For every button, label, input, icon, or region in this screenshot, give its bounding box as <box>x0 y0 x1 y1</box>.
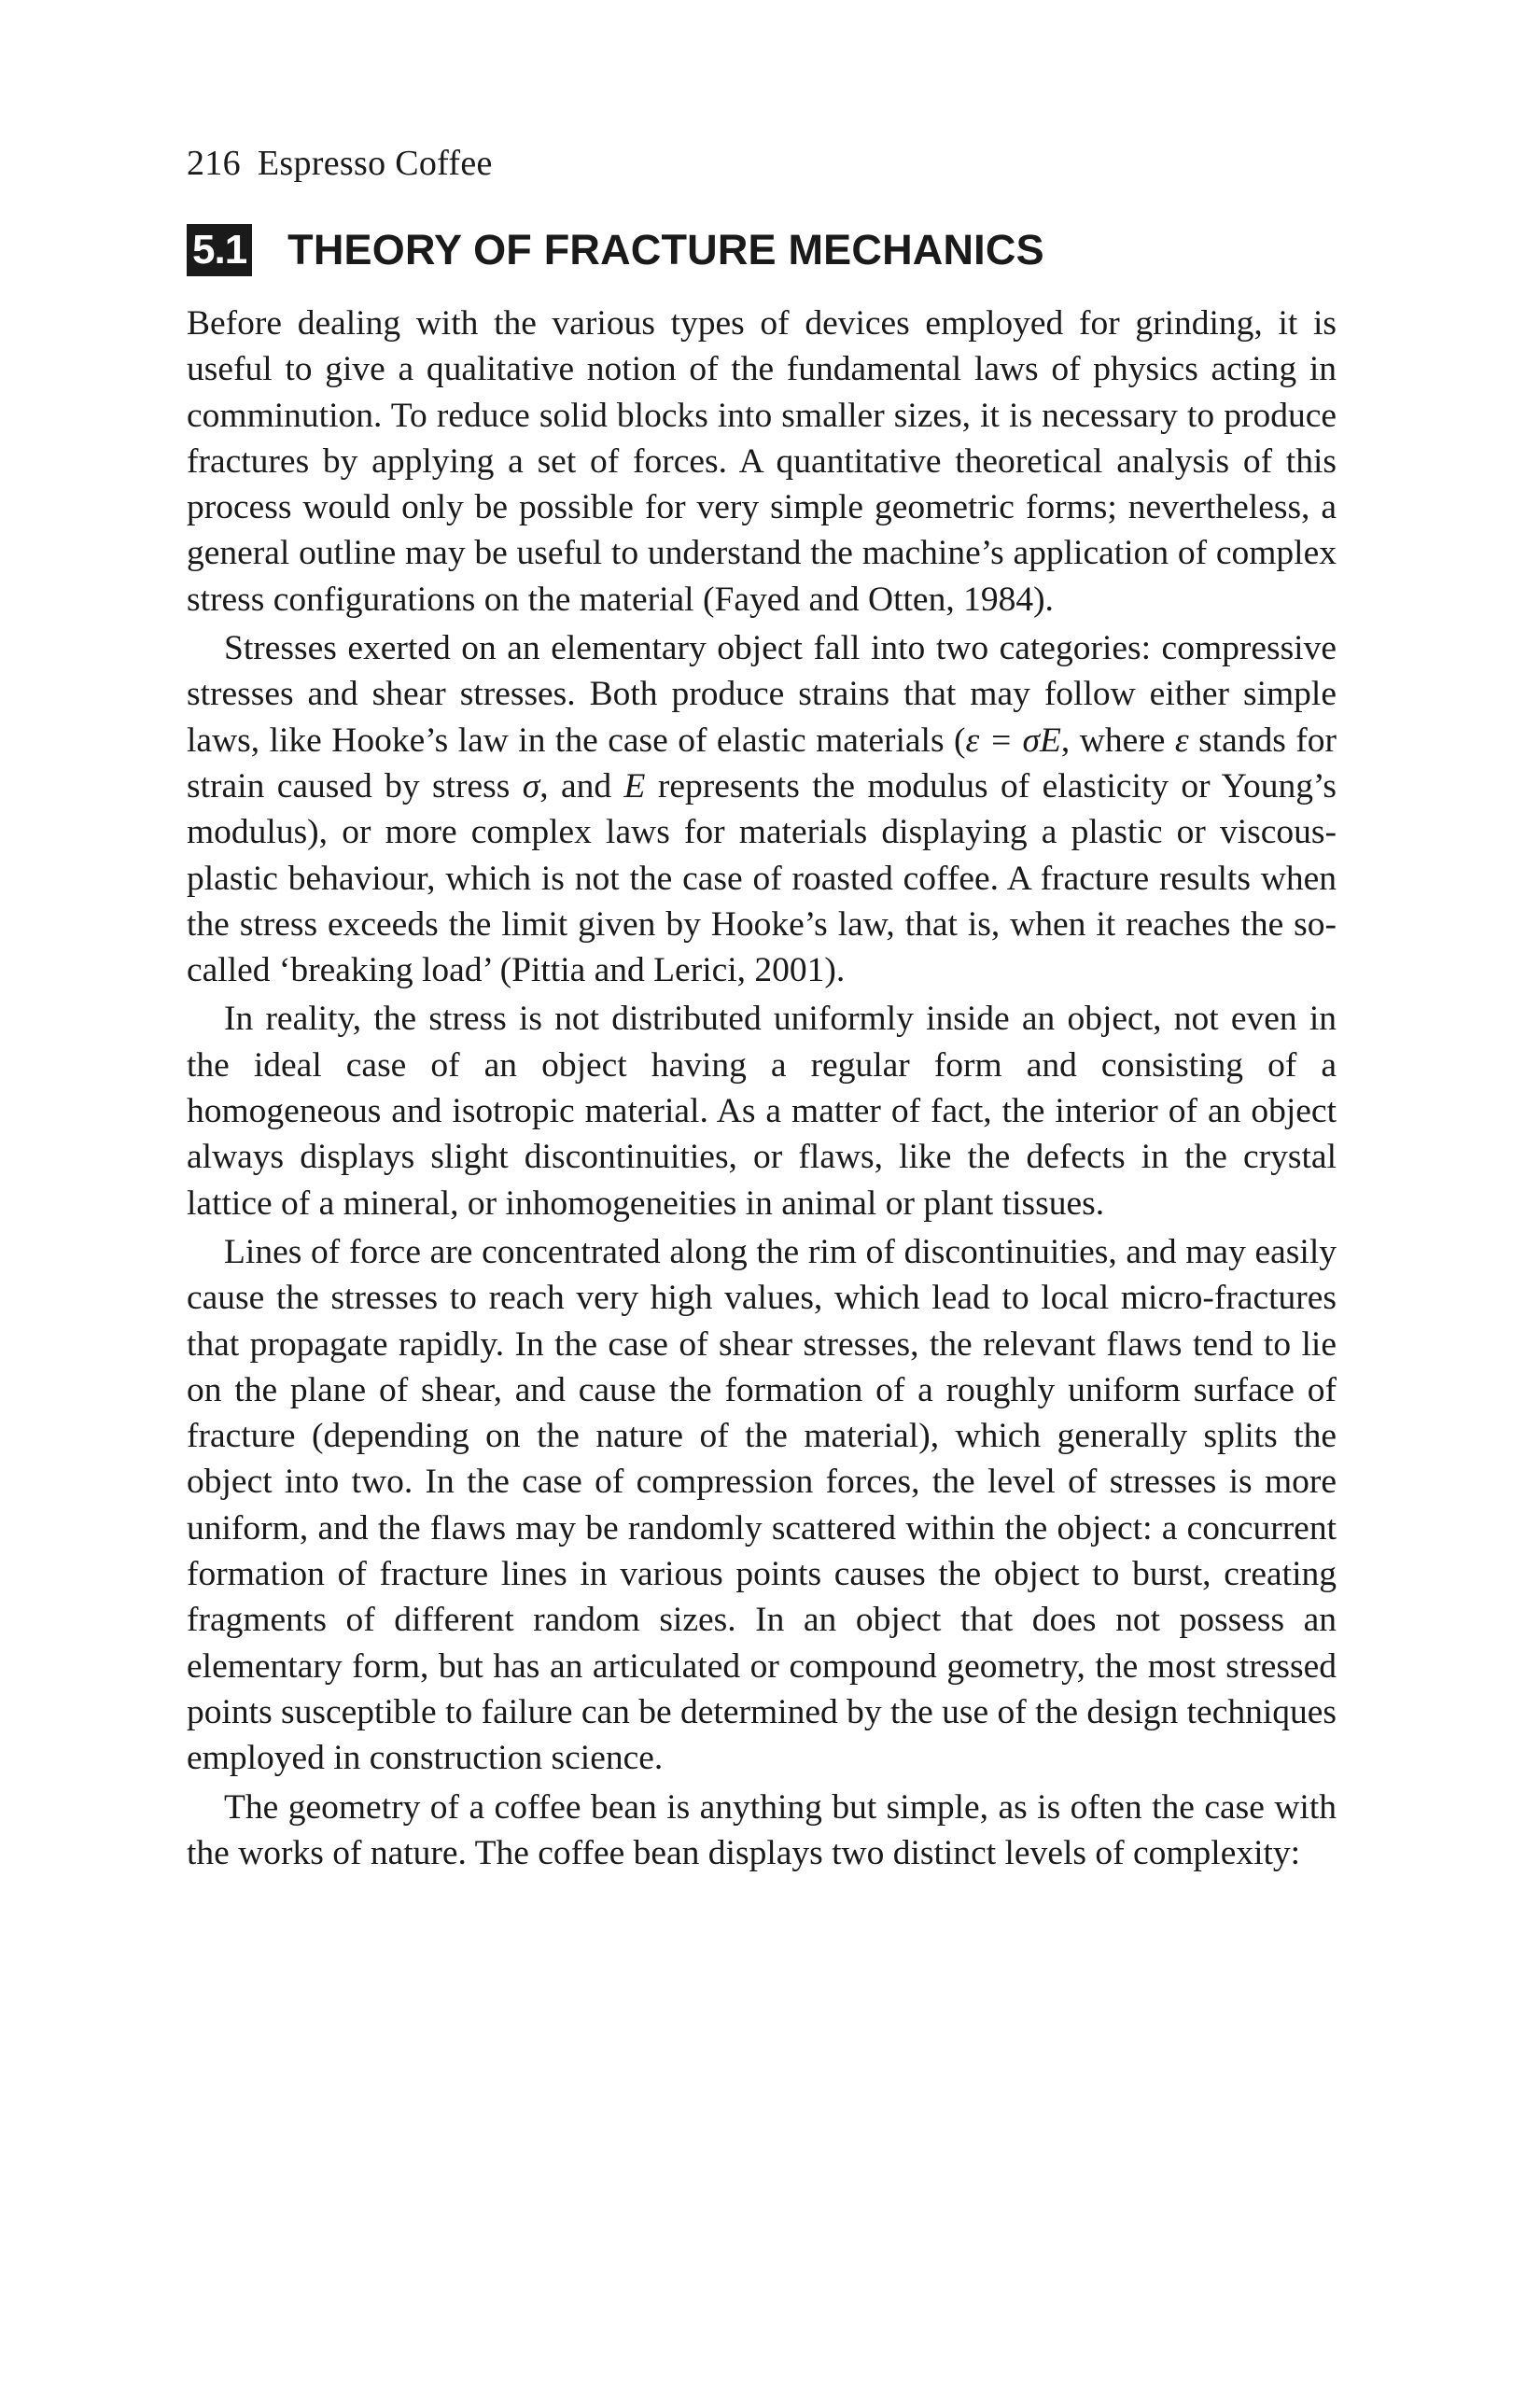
paragraph-stresses-text-b: , where <box>1060 721 1175 760</box>
paragraph-coffee-bean: The geometry of a coffee bean is anything but simple, as is often the case with the works of nature. The coffee bean displays two distinct levels of complexity: <box>187 1787 1337 1872</box>
hookes-law-formula: ε = σE <box>965 721 1061 760</box>
section-number-badge: 5.1 <box>187 224 252 276</box>
paragraph-stresses <box>187 625 1337 993</box>
strain-symbol: ε <box>1174 721 1189 760</box>
page-number: 216 <box>187 144 241 183</box>
paragraph-lines-of-force: Lines of force are concentrated along the rim of discontinuities, and may easily cause the stresses to reach very high values, which lead to local micro-fractures that propagate rapidly. In the case of shear stresses, the relevant flaws tend to lie on the plane of shear, and cause the formation of a roughly uniform surface of fracture (depending on the nature of the material), which generally splits the object into two. In the case of compression forces, the level of stresses is more uniform, and the flaws may be randomly scattered within the object: a concurrent formation of fracture lines in various points causes the object to burst, creating fragments of different random sizes. In an object that does not possess an elementary form, but has an articulated or compound geometry, the most stressed points susceptible to failure can be determined by the use of the design techniques employed in construction science. <box>187 1232 1337 1778</box>
modulus-symbol: E <box>623 766 646 805</box>
paragraph-stresses-text-c: stands for strain caused by stress <box>187 721 1337 805</box>
paragraph-reality: In reality, the stress is not distributed uniformly inside an object, not even in the ideal case of an object having a regular form and consisting of a homogeneous and isotropic material. As a matter of fact, the interior of an object always displays slight discontinuities, or flaws, like the defects in the crystal lattice of a mineral, or inhomogeneities in animal or plant tissues. <box>187 1000 1337 1223</box>
paragraph-stresses-text-e: represents the modulus of elasticity or Young’s modulus), or more complex laws for materials displaying a plastic or viscous-plastic behaviour, which is not the case of roasted coffee. A fracture results when the stress exceeds the limit given by Hooke’s law, that is, when it reaches the so-called ‘breaking load’ (Pittia and Lerici, 2001). <box>187 766 1337 990</box>
paragraph-intro: Before dealing with the various types of devices employed for grinding, it is useful to give a qualitative notion of the fundamental laws of physics acting in comminution. To reduce solid blocks into smaller sizes, it is necessary to produce fractures by applying a set of forces. A quantitative theoretical analysis of this process would only be possible for very simple geometric forms; nevertheless, a general outline may be useful to understand the machine’s application of complex stress configurations on the material (Fayed and Otten, 1984). <box>187 304 1337 619</box>
paragraph-stresses-text-d: , and <box>539 766 624 805</box>
stress-symbol: σ <box>522 766 540 805</box>
paragraph-stresses-text-a: Stresses exerted on an elementary object fall into two categories: compressive stresses and shear stresses. Both produce strains that may follow either simple laws, like Hooke’s law in the case of elastic materials ( <box>187 629 1337 760</box>
book-title: Espresso Coffee <box>257 144 493 183</box>
section-heading <box>187 224 1337 276</box>
section-title: THEORY OF FRACTURE MECHANICS <box>287 226 1044 273</box>
running-head <box>187 140 1337 187</box>
book-page <box>187 140 1337 1879</box>
